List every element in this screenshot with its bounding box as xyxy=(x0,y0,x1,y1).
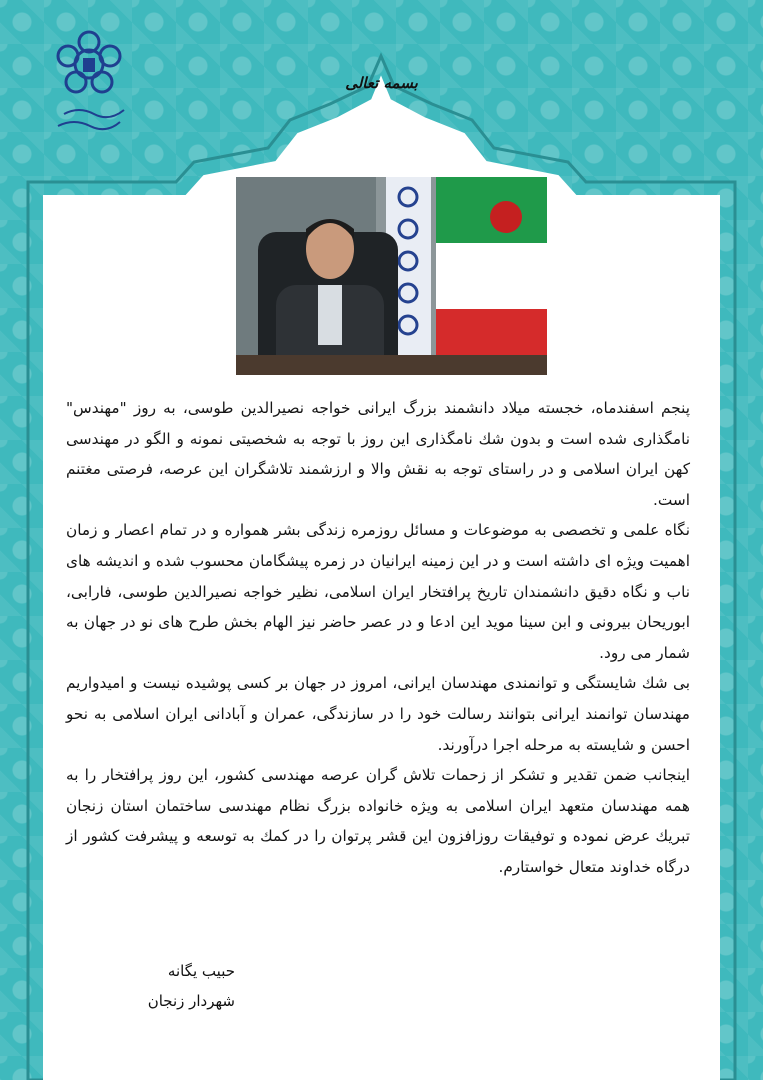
letter-paragraph: پنجم اسفندماه، خجسته میلاد دانشمند بزرگ ایرانی خواجه نصیرالدین طوسی، به روز "مهندس" نامگذاری شده است و بدون شك نامگذاری این روز با توجه به شخصیتی نمونه و الگو در مهندسی کهن ایران اسلامی و در راستای توجه به نقش والا و ارزشمند تلاشگران این عرصه، فرصتی مغتنم است. xyxy=(66,399,690,509)
signature-name: حبیب یگانه xyxy=(167,962,235,980)
signature-title: شهردار زنجان xyxy=(147,992,235,1010)
letter-paragraph: اینجانب ضمن تقدیر و تشکر از زحمات تلاش گران عرصه مهندسی کشور، این روز پرافتخار را به همه مهندسان متعهد ایران اسلامی به ویژه خانواده بزرگ نظام مهندسی ساختمان استان زنجان تبریك عرض نموده و توفیقات روزافزون این قشر پرتوان را در کمك به توسعه و پیشرفت کشور از درگاه خداوند متعال خواستارم. xyxy=(66,766,690,876)
letter-paragraph: نگاه علمی و تخصصی به موضوعات و مسائل روزمره زندگی بشر همواره و در تمام اعصار و زمان اهمیت ویژه ای داشته است و در این زمینه ایرانیان در زمره پیشگامان محسوب شده و اندیشه های ناب و نگاه دقیق دانشمندان تاریخ پرافتخار ایران اسلامی، نظیر خواجه نصیرالدین طوسی، فارابی، ابوریحان بیرونی و ابن سینا موید این ادعا و در عصر حاضر نیز الهام بخش طرح های نو در جهان به شمار می رود. xyxy=(66,521,690,662)
signature-block xyxy=(148,956,235,1016)
mayor-photo xyxy=(236,177,547,375)
basmala-heading: بسمه تعالی xyxy=(345,74,418,92)
letter-body xyxy=(66,393,690,883)
letter-paragraph: بی شك شایستگی و توانمندی مهندسان ایرانی، امروز در جهان بر کسی پوشیده نیست و امیدواریم مهندسان توانمند ایرانی بتوانند رسالت خود را در سازندگی، عمران و آبادانی ایران اسلامی به نحو احسن و شایسته به مرحله اجرا درآورند. xyxy=(66,674,690,754)
